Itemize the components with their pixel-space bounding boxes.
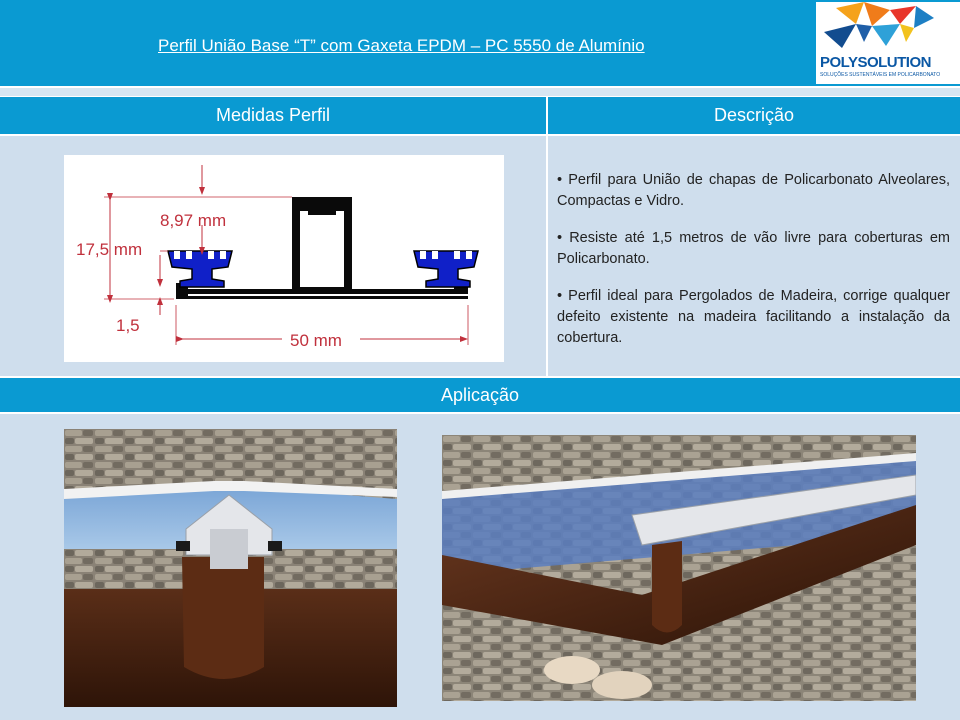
title-bar <box>0 0 960 86</box>
right-gasket <box>414 251 478 287</box>
logo-subtext: SOLUÇÕES SUSTENTÁVEIS EM POLICARBONATO <box>820 72 941 78</box>
application-header: Aplicação <box>0 378 960 412</box>
logo-text: POLYSOLUTION <box>820 54 931 71</box>
profile-drawing <box>64 155 504 362</box>
description-item: • Perfil ideal para Pergolados de Madeira, corrige qualquer defeito existente na madeira facilitando a instalação da cobertura. <box>557 288 950 346</box>
header-separator <box>0 88 960 96</box>
column-header-descricao: Descrição <box>548 97 960 134</box>
dimension-width-label: 50 mm <box>290 331 342 350</box>
left-gasket <box>168 251 232 287</box>
profile-dimension-diagram <box>64 155 504 362</box>
dimension-inner-label: 8,97 mm <box>160 211 227 230</box>
description-item: • Resiste até 1,5 metros de vão livre para coberturas em Policarbonato. <box>557 230 950 267</box>
dimension-base-label: 1,5 <box>116 316 140 335</box>
application-photo-front <box>64 429 397 707</box>
dimension-height-label: 17,5 mm <box>76 240 143 259</box>
page-title: Perfil União Base “T” com Gaxeta EPDM – PC 5550 de Alumínio <box>158 36 645 55</box>
logo-graphic-icon <box>816 2 960 54</box>
column-header-medidas: Medidas Perfil <box>0 97 546 134</box>
polysolution-logo <box>816 2 960 84</box>
application-photo-perspective <box>442 435 916 701</box>
description-item: • Perfil para União de chapas de Policarbonato Alveolares, Compactas e Vidro. <box>557 172 950 209</box>
description-list <box>557 170 950 365</box>
